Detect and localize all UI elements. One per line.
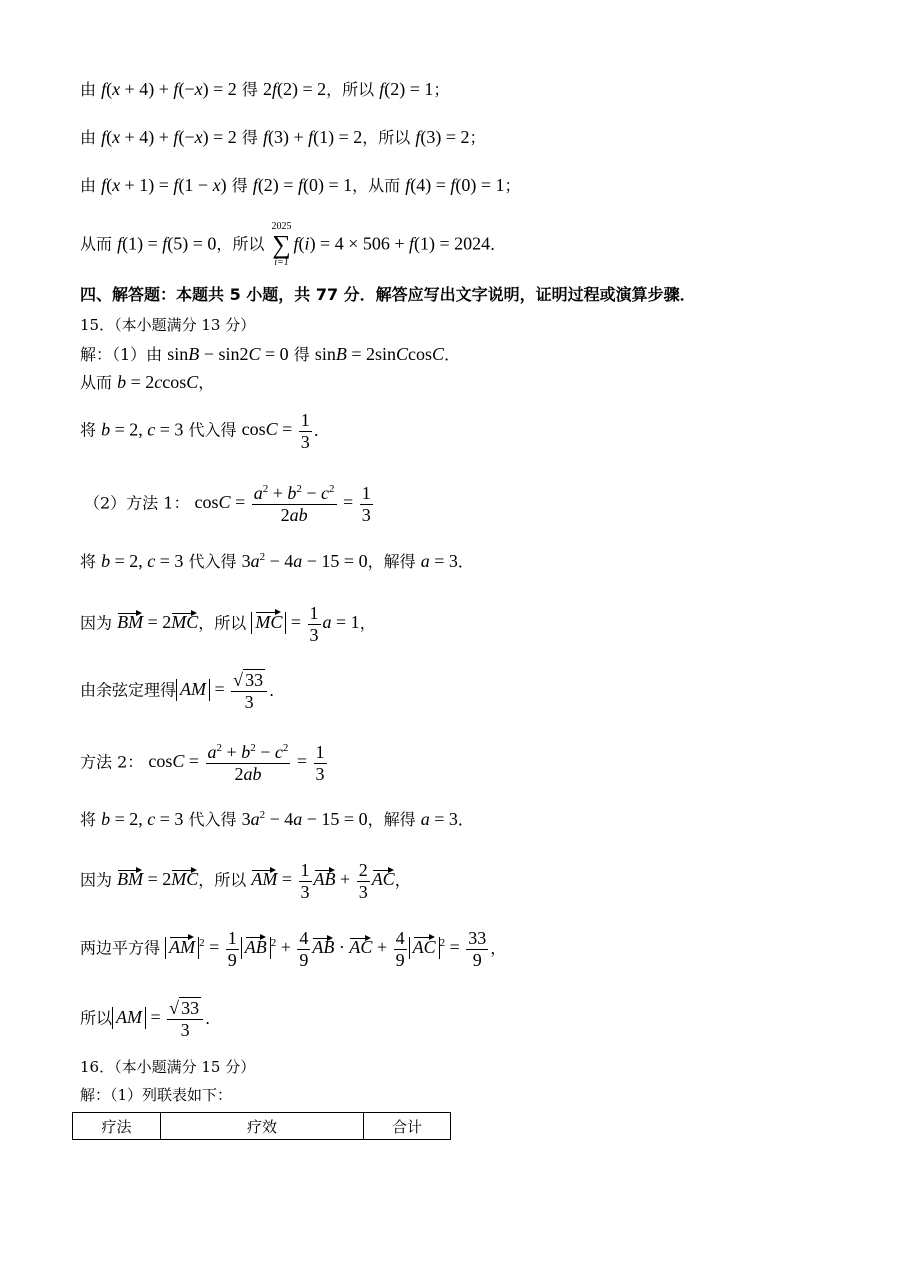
formula: b = 2ccosC — [117, 372, 199, 392]
solution-line-4: 从而 f(1) = f(5) = 0，所以 2025 ∑ i=1 f(i) = 4 × 506 + f(1) = 2024． — [80, 221, 507, 268]
formula: f(3) + f(1) = 2 — [262, 127, 363, 147]
formula: f(i) = 4 × 506 + f(1) = 2024 — [293, 233, 491, 254]
formula: MC = $\frac{1}{3}$ a = 1 — [251, 612, 359, 632]
formula: cosC = $\frac{a^2 + b^2 - c^2}{2ab}$ = $\frac{1}{3}$ — [148, 742, 325, 784]
q15-line-2: 从而 b = 2ccosC， — [80, 372, 215, 392]
table-row — [73, 1113, 451, 1140]
formula: f(x + 4) + f(−x) = 2 — [101, 127, 237, 147]
formula: f(1) = f(5) = 0 — [117, 233, 217, 254]
table-header-cell: 合计 — [364, 1113, 451, 1140]
q15-line-4: （2）方法 1： cosC = $\frac{a^2 + b^2 - c^2}{2ab}$ = $\frac{1}{3}$ — [84, 483, 375, 525]
formula: b = 2, c = 3 — [101, 551, 184, 571]
q15-line-1: 解：（1）由 sinB − sin2C = 0 得 sinB = 2sinCcosC． — [80, 344, 461, 364]
formula: 2f(2) = 2 — [262, 79, 327, 99]
formula: f(2) = 1 — [379, 79, 434, 99]
q15-line-5: 将 b = 2, c = 3 代入得 $3a^2 - 4a - 15 = 0$，解得 a = 3． — [80, 551, 474, 571]
solution-line-2: 由 f(x + 4) + f(−x) = 2 得 f(3) + f(1) = 2，所以 f(3) = 2； — [80, 127, 486, 147]
formula: BM = 2MC — [117, 612, 199, 633]
q15-line-12: 所以 AM = $\frac{√ 33}{3}$ ． — [80, 998, 222, 1040]
q15-line-3: 将 b = 2, c = 3 代入得 cosC = $\frac{1}{3}$ ． — [80, 410, 330, 452]
formula: AM = $\frac{√ 33}{3}$ — [112, 1007, 205, 1027]
formula: f(3) = 2 — [415, 127, 470, 147]
formula: $3a^2 - 4a - 15 = 0$ — [241, 809, 368, 829]
sum-symbol: 2025 ∑ i=1 — [271, 221, 292, 268]
formula: b = 2, c = 3 — [101, 809, 184, 829]
question-15-header: 15．（本小题满分 13 分） — [80, 316, 256, 334]
formula: AM $^2$ = $\frac{1}{9}$ AB $^2$ + $\frac{4}{9}$ AB · AC + $\frac{4}{9}$ AC $^2$ = $\frac{33}{9}$ — [165, 937, 490, 957]
q15-line-10: 因为 BM = 2MC，所以 AM = $\frac{1}{3}$ AB + $\frac{2}{3}$ AC， — [80, 860, 411, 902]
contingency-table — [72, 1112, 451, 1140]
formula: f(4) = f(0) = 1 — [405, 175, 505, 195]
formula: BM = 2MC — [117, 869, 199, 890]
formula: f(x + 1) = f(1 − x) — [101, 175, 227, 195]
formula: sinB − sin2C = 0 — [167, 344, 289, 364]
formula: cosC = $\frac{a^2 + b^2 - c^2}{2ab}$ = $\frac{1}{3}$ — [194, 483, 371, 525]
formula: sinB = 2sinCcosC — [314, 344, 445, 364]
formula: f(2) = f(0) = 1 — [252, 175, 353, 195]
q15-line-7: 由余弦定理得 AM = $\frac{√ 33}{3}$ ． — [80, 670, 286, 712]
formula: AM = $\frac{√ 33}{3}$ — [176, 679, 269, 699]
q15-line-6: 因为 BM = 2MC，所以 MC = $\frac{1}{3}$ a = 1， — [80, 603, 376, 645]
q15-line-8: 方法 2： cosC = $\frac{a^2 + b^2 - c^2}{2ab}$ = $\frac{1}{3}$ — [80, 742, 329, 784]
formula: a = 3 — [420, 551, 458, 571]
question-16-header: 16．（本小题满分 15 分） — [80, 1058, 256, 1076]
formula: $3a^2 - 4a - 15 = 0$ — [241, 551, 368, 571]
q15-line-9: 将 b = 2, c = 3 代入得 $3a^2 - 4a - 15 = 0$，解得 a = 3． — [80, 809, 474, 829]
formula: a = 3 — [420, 809, 458, 829]
q15-line-11: 两边平方得 AM $^2$ = $\frac{1}{9}$ AB $^2$ + $\frac{4}{9}$ AB · AC + $\frac{4}{9}$ AC $^2$ = $\frac{33}{9}$ ， — [80, 928, 507, 970]
solution-line-3: 由 f(x + 1) = f(1 − x) 得 f(2) = f(0) = 1，从而 f(4) = f(0) = 1； — [80, 175, 521, 195]
table-header-cell: 疗效 — [161, 1113, 364, 1140]
q16-line-1: 解：（1）列联表如下： — [80, 1086, 233, 1104]
section-heading: 四、解答题：本题共 5 小题，共 77 分．解答应写出文字说明，证明过程或演算步骤． — [80, 285, 696, 304]
formula: AM = $\frac{1}{3}$ AB + $\frac{2}{3}$ AC — [251, 860, 395, 902]
table-header-cell: 疗法 — [73, 1113, 161, 1140]
formula: cosC = $\frac{1}{3}$ — [241, 410, 310, 452]
formula: b = 2, c = 3 — [101, 419, 184, 440]
solution-line-1: 由 f(x + 4) + f(−x) = 2 得 2f(2) = 2，所以 f(2) = 1； — [80, 79, 450, 99]
formula: f(x + 4) + f(−x) = 2 — [101, 79, 237, 99]
